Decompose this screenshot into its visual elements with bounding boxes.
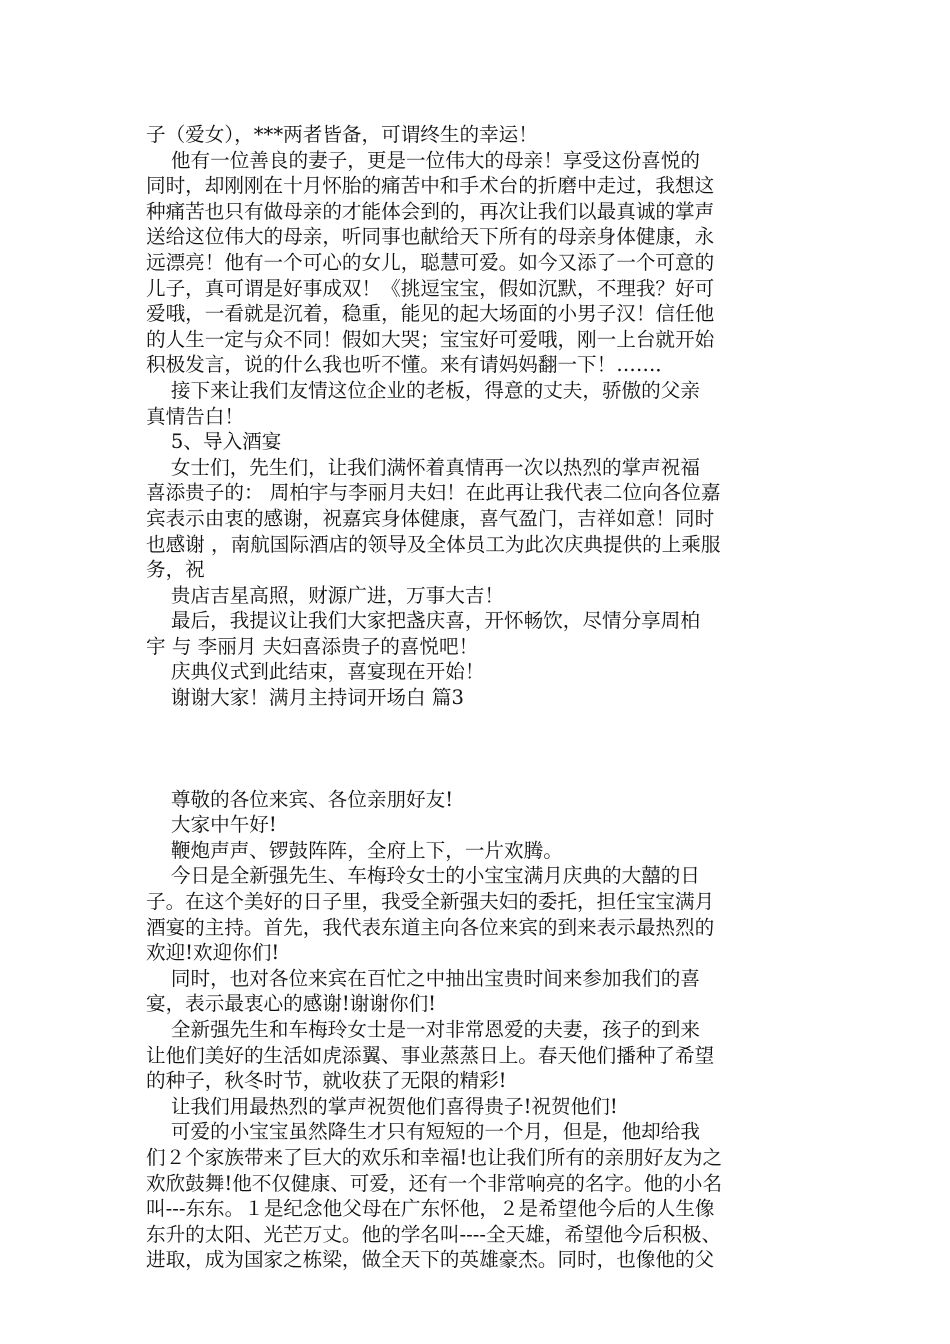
text-line: 儿子，真可谓是好事成双！《挑逗宝宝，假如沉默，不理我？好可 [146,276,715,300]
text-line: 欢欣鼓舞!他不仅健康、可爱，还有一个非常响亮的名字。他的小名 [146,1171,723,1195]
text-line: 接下来让我们友情这位企业的老板，得意的丈夫，骄傲的父亲 [146,378,700,402]
text-line: 进取，成为国家之栋梁，做全天下的英雄豪杰。同时，也像他的父 [146,1248,715,1272]
text-line: 今日是全新强先生、车梅玲女士的小宝宝满月庆典的大囍的日 [146,864,700,888]
text-line: 同时，却刚刚在十月怀胎的痛苦中和手术台的折磨中走过，我想这 [146,174,715,198]
text-line: 全新强先生和车梅玲女士是一对非常恩爱的夫妻，孩子的到来 [146,1018,700,1041]
text-line: 喜添贵子的： 周柏宇与李丽月夫妇！在此再让我代表二位向各位嘉 [146,481,721,505]
text-line: 务，祝 [146,558,205,582]
text-line: 东升的太阳、光芒万丈。他的学名叫----全天雄，希望他今后积极、 [146,1222,722,1246]
text-line: 真情告白！ [146,404,244,428]
text-line: 大家中午好! [146,813,277,837]
text-line: 同时，也对各位来宾在百忙之中抽出宝贵时间来参加我们的喜 [146,966,700,990]
section-gap [146,711,811,787]
text-line: 的种子，秋冬时节，就收获了无限的精彩! [146,1069,507,1093]
text-line: 送给这位伟大的母亲，听同事也献给天下所有的母亲身体健康，永 [146,225,715,249]
text-line: 爱哦，一看就是沉着，稳重，能见的起大场面的小男子汉！信任他 [146,302,715,326]
document-section-1 [146,122,811,711]
text-line: 最后，我提议让我们大家把盏庆喜，开怀畅饮，尽情分享周柏 [146,609,700,633]
text-line: 也感谢 ，南航国际酒店的领导及全体员工为此次庆典提供的上乘服 [146,532,721,556]
text-line: 酒宴的主持。首先，我代表东道主向各位来宾的到来表示最热烈的 [146,915,715,939]
text-line: 远漂亮！他有一个可心的女儿，聪慧可爱。如今又添了一个可意的 [146,250,715,274]
text-line: 尊敬的各位来宾、各位亲朋好友! [146,787,454,811]
text-line: 宇 与 李丽月 夫妇喜添贵子的喜悦吧！ [146,634,479,658]
text-line: 他有一位善良的妻子，更是一位伟大的母亲！享受这份喜悦的 [146,148,700,172]
document-section-2 [146,787,811,1273]
text-line: 们２个家族带来了巨大的欢乐和幸福!也让我们所有的亲朋好友为之 [146,1145,723,1169]
text-line: 5、导入酒宴 [146,430,282,454]
document-page [146,122,811,1273]
text-line: 让他们美好的生活如虎添翼、事业蒸蒸日上。春天他们播种了希望 [146,1043,715,1067]
text-line: 积极发言，说的什么我也听不懂。来有请妈妈翻一下！……． [146,353,676,377]
text-line: 可爱的小宝宝虽然降生才只有短短的一个月，但是，他却给我 [146,1120,700,1144]
text-line: 子。在这个美好的日子里，我受全新强夫妇的委托，担任宝宝满月 [146,890,715,914]
text-line: 的人生一定与众不同！假如大哭；宝宝好可爱哦，刚一上台就开始 [146,327,715,351]
text-line: 宾表示由衷的感谢，祝嘉宾身体健康，喜气盈门，吉祥如意！同时 [146,506,715,530]
text-line: 叫---东东。１是纪念他父母在广东怀他，２是希望他今后的人生像 [146,1197,715,1221]
text-line: 谢谢大家！满月主持词开场白 篇3 [146,686,464,710]
text-line: 宴，表示最衷心的感谢!谢谢你们! [146,992,437,1016]
text-line: 贵店吉星高照，财源广进，万事大吉！ [146,583,505,607]
text-line: 让我们用最热烈的掌声祝贺他们喜得贵子!祝贺他们! [146,1094,618,1118]
text-line: 女士们，先生们，让我们满怀着真情再一次以热烈的掌声祝福 [146,455,700,479]
text-line: 欢迎!欢迎你们! [146,941,280,965]
text-line: 庆典仪式到此结束，喜宴现在开始！ [146,660,485,684]
text-line: 子（爱女），***两者皆备，可谓终生的幸运！ [146,123,538,146]
text-line: 种痛苦也只有做母亲的才能体会到的，再次让我们以最真诚的掌声 [146,199,715,223]
text-line: 鞭炮声声、锣鼓阵阵，全府上下，一片欢腾。 [146,838,563,862]
